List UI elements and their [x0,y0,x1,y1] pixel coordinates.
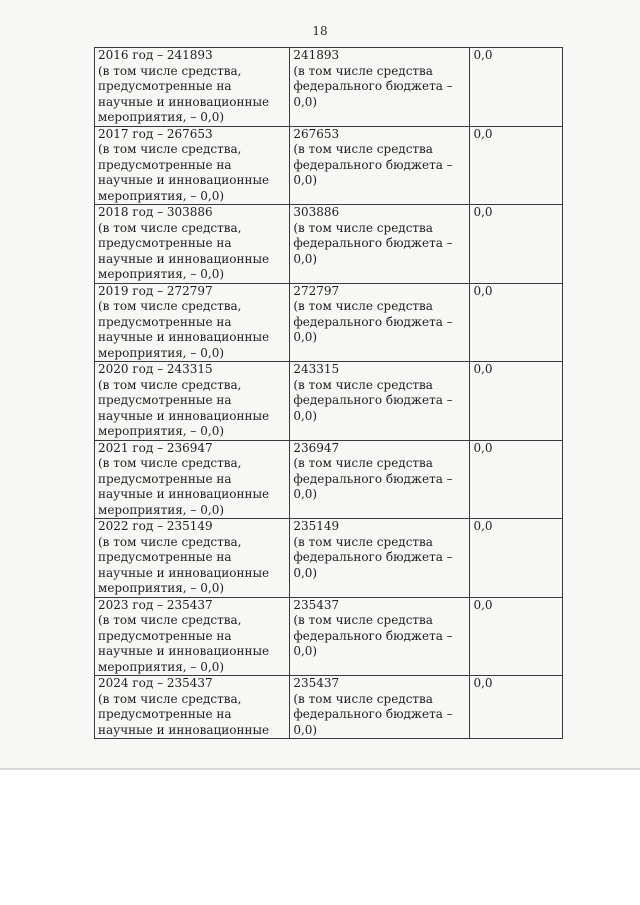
other-cell: 0,0 [470,440,563,519]
federal-value: 235437 [293,676,340,690]
federal-note: (в том числе средства федерального бюджета – 0,0) [293,220,453,266]
other-cell: 0,0 [470,676,563,739]
other-cell: 0,0 [470,597,563,676]
total-note: (в том числе средства, предусмотренные на научные и инновационные мероприятия, – 0,0) [98,456,270,517]
table-row [95,676,563,739]
total-year-value: 2021 год – 236947 [98,440,213,455]
total-year-value: 2022 год – 235149 [98,519,213,533]
total-note: (в том числе средства, предусмотренные на научные и инновационные мероприятия, – 0,0) [98,377,270,438]
federal-value: 267653 [293,126,340,141]
federal-cell [290,597,470,676]
other-cell: 0,0 [470,126,563,205]
table-row [95,283,563,362]
federal-value: 236947 [293,440,340,455]
total-cell [95,48,290,127]
table-row [95,440,563,519]
federal-value: 235149 [293,519,340,533]
table-row [95,126,563,205]
page-number: 18 [312,24,328,38]
total-year-value: 2017 год – 267653 [98,126,213,141]
federal-cell [290,440,470,519]
total-note: (в том числе средства, предусмотренные на научные и инновационные мероприятия, – 0,0) [98,220,270,281]
total-year-value: 2023 год – 235437 [98,597,213,612]
federal-cell [290,205,470,284]
table-row [95,205,563,284]
table-row [95,597,563,676]
total-cell [95,126,290,205]
federal-cell [290,676,470,739]
federal-note: (в том числе средства федерального бюджета – 0,0) [293,299,453,344]
total-cell [95,440,290,519]
total-year-value: 2019 год – 272797 [98,283,213,298]
total-note: (в том числе средства, предусмотренные на научные и инновационные мероприятия, – 0,0) [98,299,270,360]
total-note: (в том числе средства, предусмотренные на научные и инновационные мероприятия, – 0,0) [98,63,270,124]
federal-cell [290,362,470,441]
total-year-value: 2024 год – 235437 [98,676,213,690]
federal-value: 243315 [293,362,340,376]
total-note: (в том числе средства, предусмотренные на научные и инновационные [98,691,270,737]
federal-value: 241893 [293,48,340,62]
federal-note: (в том числе средства федерального бюджета – 0,0) [293,534,453,580]
total-year-value: 2016 год – 241893 [98,48,213,62]
funding-table [94,47,563,739]
other-cell: 0,0 [470,48,563,127]
total-cell [95,676,290,739]
federal-cell [290,519,470,598]
federal-note: (в том числе средства федерального бюджета – 0,0) [293,377,453,423]
federal-note: (в том числе средства федерального бюджета – 0,0) [293,456,453,501]
other-cell: 0,0 [470,362,563,441]
table-row [95,48,563,127]
federal-cell [290,283,470,362]
total-year-value: 2020 год – 243315 [98,362,213,376]
other-cell: 0,0 [470,519,563,598]
table-row [95,519,563,598]
other-cell: 0,0 [470,283,563,362]
table-row [95,362,563,441]
total-note: (в том числе средства, предусмотренные на научные и инновационные мероприятия, – 0,0) [98,534,270,595]
federal-value: 272797 [293,283,340,298]
total-cell [95,597,290,676]
federal-note: (в том числе средства федерального бюджета – 0,0) [293,691,453,737]
total-cell [95,283,290,362]
federal-note: (в том числе средства федерального бюджета – 0,0) [293,63,453,109]
federal-value: 235437 [293,597,340,612]
federal-cell [290,48,470,127]
total-cell [95,205,290,284]
total-cell [95,519,290,598]
other-cell: 0,0 [470,205,563,284]
total-note: (в том числе средства, предусмотренные на научные и инновационные мероприятия, – 0,0) [98,142,270,203]
federal-cell [290,126,470,205]
total-year-value: 2018 год – 303886 [98,205,213,219]
total-cell [95,362,290,441]
federal-note: (в том числе средства федерального бюджета – 0,0) [293,613,453,658]
federal-value: 303886 [293,205,340,219]
total-note: (в том числе средства, предусмотренные на научные и инновационные мероприятия, – 0,0) [98,613,270,674]
federal-note: (в том числе средства федерального бюджета – 0,0) [293,142,453,187]
